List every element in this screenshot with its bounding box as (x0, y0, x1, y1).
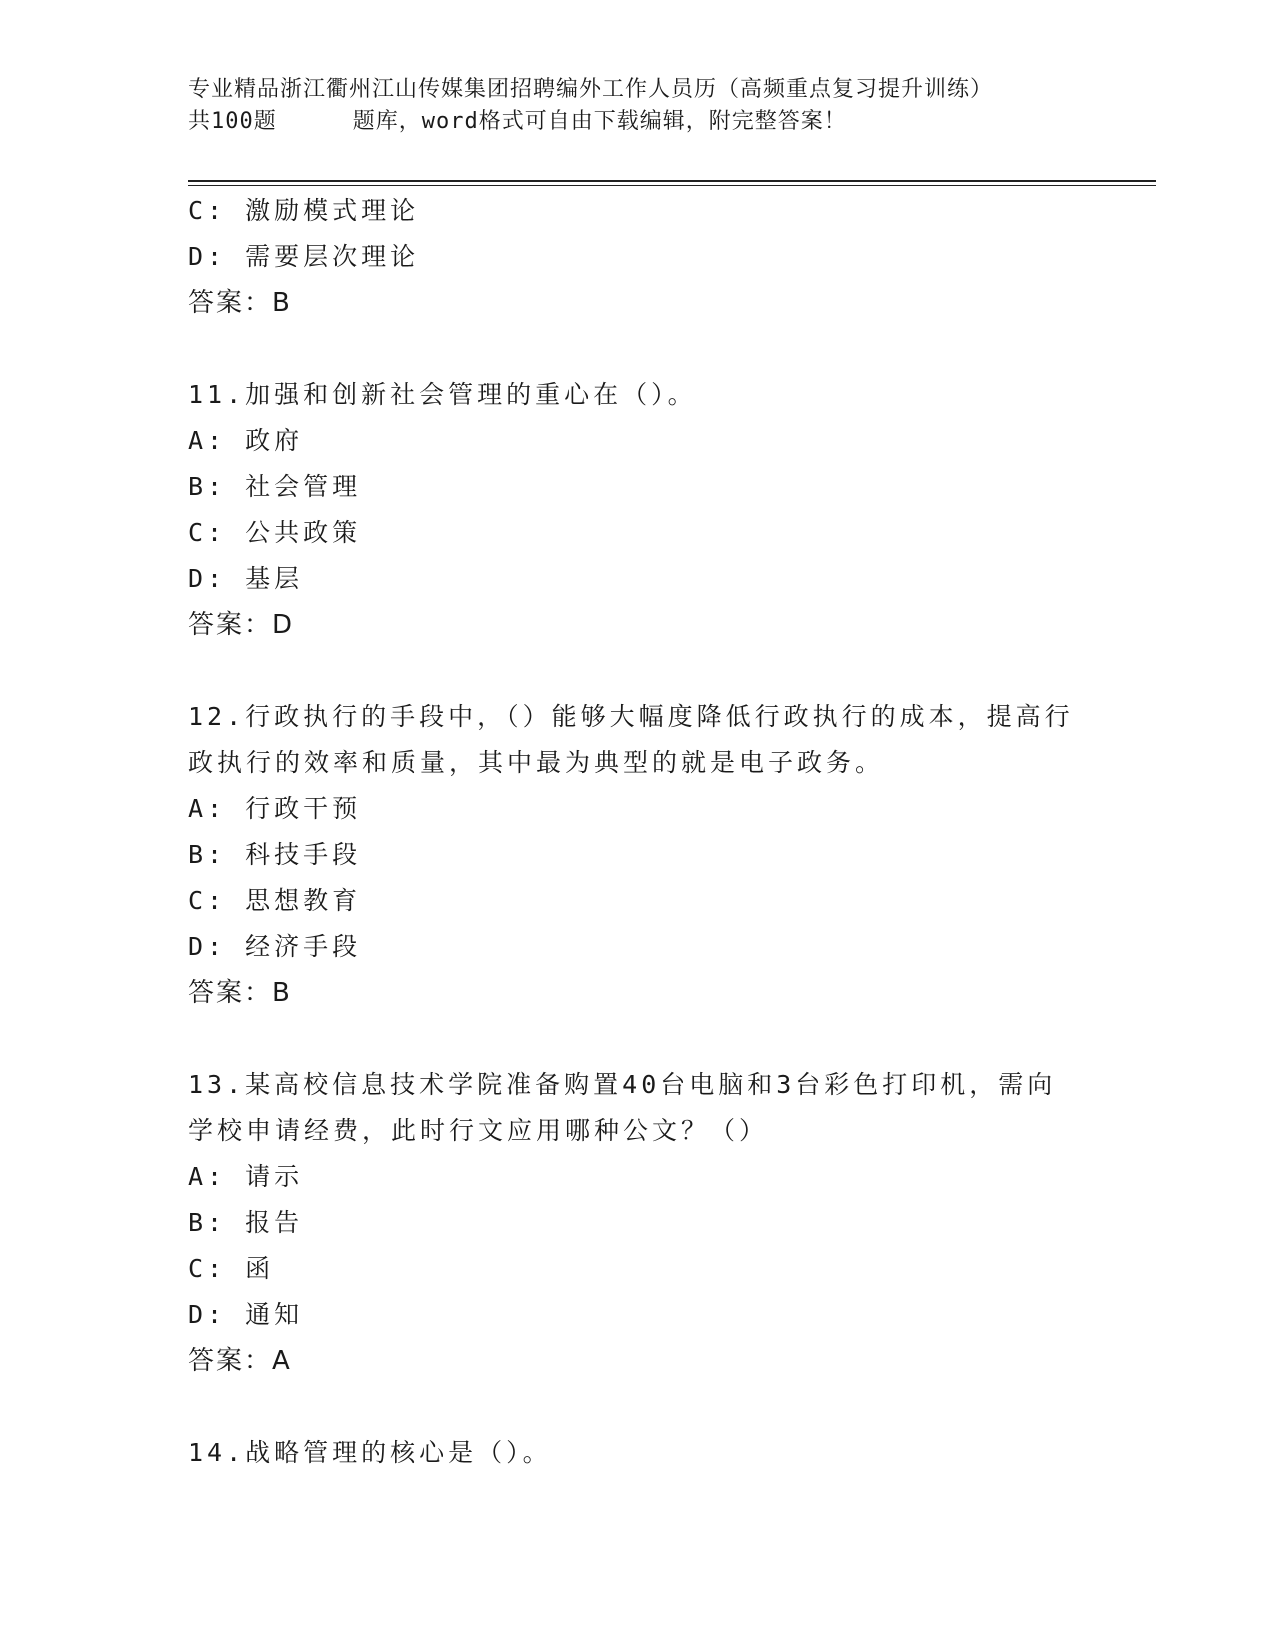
option-d: D: 需要层次理论 (188, 242, 420, 271)
question-text: 14.战略管理的核心是（）。 (188, 1438, 552, 1467)
option-c: C: 函 (188, 1254, 275, 1283)
option-b: B: 社会管理 (188, 472, 362, 501)
option-d: D: 通知 (188, 1300, 304, 1329)
question-13 (188, 1062, 1088, 1384)
header-title: 专业精品浙江衢州江山传媒集团招聘编外工作人员历（高频重点复习提升训练） (188, 77, 994, 102)
document-header (188, 74, 1088, 138)
question-text-cont: 政执行的效率和质量，其中最为典型的就是电子政务。 (188, 748, 885, 777)
answer-line: 答案：B (188, 288, 292, 318)
option-c: C: 思想教育 (188, 886, 362, 915)
question-text-cont: 学校申请经费，此时行文应用哪种公文？（） (188, 1116, 769, 1145)
header-note: 题库，word格式可自由下载编辑，附完整答案！ (352, 109, 847, 134)
option-d: D: 基层 (188, 564, 304, 593)
option-a: A: 政府 (188, 426, 304, 455)
question-content (188, 188, 1088, 1476)
option-b: B: 科技手段 (188, 840, 362, 869)
header-subtitle (188, 106, 1088, 138)
header-divider-thin (188, 185, 1156, 186)
header-count: 共100题 (188, 109, 277, 134)
question-14 (188, 1430, 1088, 1476)
answer-line: 答案：D (188, 610, 295, 640)
question-text: 11.加强和创新社会管理的重心在（）。 (188, 380, 697, 409)
option-d: D: 经济手段 (188, 932, 362, 961)
question-text: 13.某高校信息技术学院准备购置40台电脑和3台彩色打印机，需向 (188, 1070, 1057, 1099)
prev-question-block (188, 188, 1088, 326)
option-a: A: 请示 (188, 1162, 304, 1191)
question-11 (188, 372, 1088, 648)
answer-line: 答案：B (188, 978, 292, 1008)
option-c: C: 激励模式理论 (188, 196, 420, 225)
option-c: C: 公共政策 (188, 518, 362, 547)
question-text: 12.行政执行的手段中，（）能够大幅度降低行政执行的成本，提高行 (188, 702, 1074, 731)
answer-line: 答案：A (188, 1346, 292, 1376)
question-12 (188, 694, 1088, 1016)
header-divider-thick (188, 180, 1156, 182)
option-b: B: 报告 (188, 1208, 304, 1237)
option-a: A: 行政干预 (188, 794, 362, 823)
